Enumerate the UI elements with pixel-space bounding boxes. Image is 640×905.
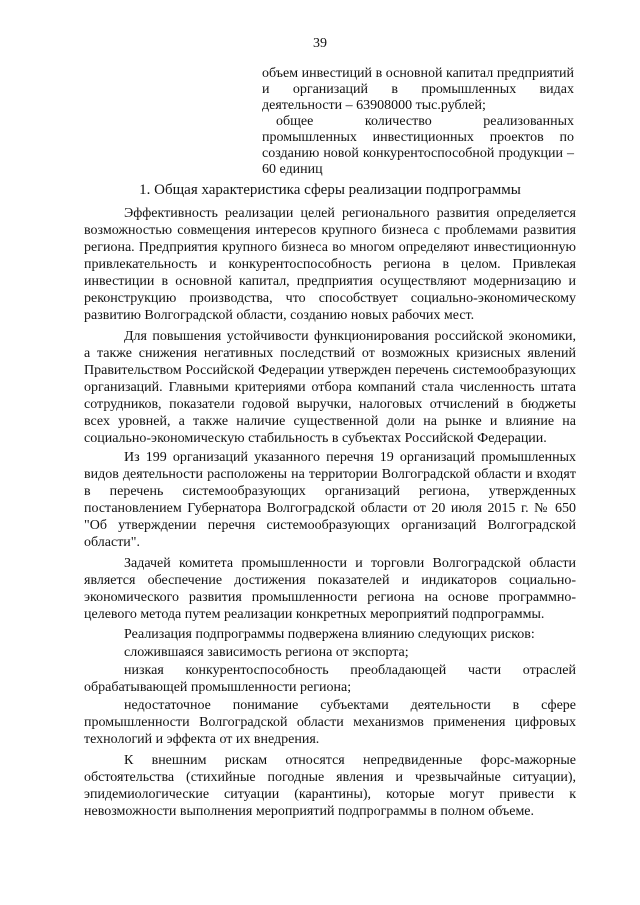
section-body [84,205,576,820]
paragraph-stability: Для повышения устойчивости функционирования российской экономики, а также снижения негативных последствий от возможных кризисных явлений Правительством Российской Федерации утвержден перечень системообразующих организаций. Главными критериями отбора компаний стала численность штата сотрудников, показатели годовой выручки, налоговых отчислений в бюджеты всех уровней, а также наличие существенной доли на рынке и влияние на социально-экономическую стабильность в субъектах Российской Федерации. [84,329,576,446]
indicator-investment: объем инвестиций в основной капитал предприятий и организаций в промышленных видах деятельности – 63908000 тыс.рублей; [262,66,574,113]
indicator-projects: общее количество реализованных промышленных инвестиционных проектов по созданию новой конкурентоспособной продукции – 60 единиц [262,114,574,177]
page-number: 39 [313,36,327,51]
paragraph-organizations: Из 199 организаций указанного перечня 19 организаций промышленных видов деятельности расположены на территории Волгоградской области и входят в перечень системообразующих организаций региона, утвержденных постановлением Губернатора Волгоградской области от 20 июля 2015 г. № 650 "Об утверждении перечня системообразующих организаций Волгоградской области". [84,450,576,550]
paragraph-risks-intro: Реализация подпрограммы подвержена влиянию следующих рисков: [124,627,535,642]
section-heading: 1. Общая характеристика сферы реализации подпрограммы [139,182,521,198]
risk-item: сложившаяся зависимость региона от экспорта; [124,645,409,660]
paragraph-committee-task: Задачей комитета промышленности и торговли Волгоградской области является обеспечение достижения показателей и индикаторов социально-экономического развития промышленности региона на основе программно-целевого метода путем реализации конкретных мероприятий подпрограммы. [84,556,576,622]
indicator-list [262,66,574,178]
risk-item: недостаточное понимание субъектами деятельности в сфере промышленности Волгоградской области механизмов применения цифровых технологий и эффекта от их внедрения. [84,698,576,747]
paragraph-external-risks: К внешним рискам относятся непредвиденные форс-мажорные обстоятельства (стихийные погодные явления и чрезвычайные ситуации), эпидемиологические ситуации (карантины), которые могут привести к невозможности выполнения мероприятий подпрограммы в полном объеме. [84,753,576,819]
paragraph-efficiency: Эффективность реализации целей регионального развития определяется возможностью совмещения интересов крупного бизнеса с проблемами развития региона. Предприятия крупного бизнеса во многом определяют инвестиционную привлекательность и конкурентоспособность региона в целом. Привлекая инвестиции в основной капитал, предприятия осуществляют модернизацию и реконструкцию производства, что способствует социально-экономическому развитию Волгоградской области, созданию новых рабочих мест. [84,206,576,323]
risk-item: низкая конкурентоспособность преобладающей части отраслей обрабатывающей промышленности региона; [84,663,576,695]
